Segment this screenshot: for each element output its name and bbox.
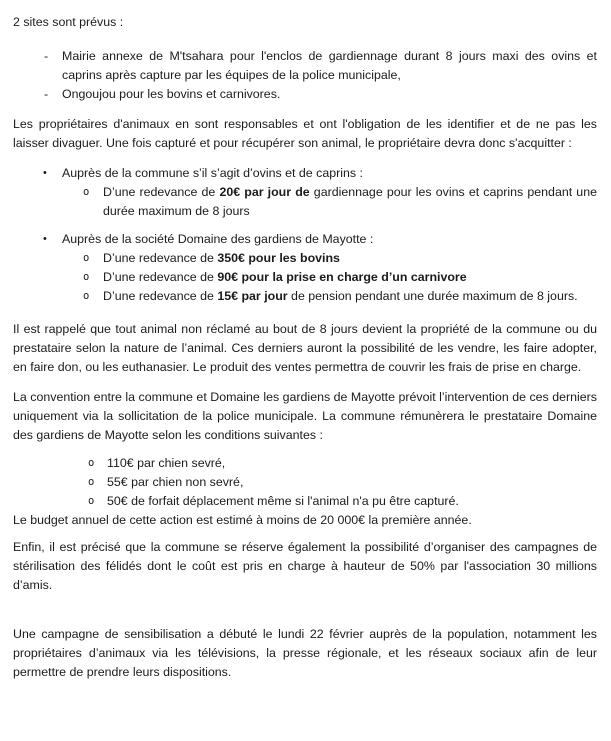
list-item-text: D’une redevance de 15€ par jour de pension pendant une durée maximum de 8 jours. (103, 289, 578, 303)
list-item (13, 473, 597, 492)
societe-fees-group (13, 230, 597, 306)
list-item (13, 249, 597, 268)
list-item-text: Ongoujou pour les bovins et carnivores. (62, 87, 281, 101)
tariff-list (13, 454, 597, 511)
list-item (13, 164, 597, 183)
list-item (13, 268, 597, 287)
list-item (13, 47, 597, 85)
list-item-text: Mairie annexe de M'tsahara pour l'enclos de gardiennage durant 8 jours maxi des ovins et caprins après capture par les équipes de la police municipale, (62, 49, 597, 82)
list-item-text: D’une redevance de 20€ par jour de gardiennage pour les ovins et caprins pendant une durée maximum de 8 jours (103, 185, 597, 218)
circle-bullet-marker: o (88, 495, 95, 507)
list-item (13, 230, 597, 249)
owners-paragraph: Les propriétaires d'animaux en sont responsables et ont l'obligation de les identifier et de ne pas les laisser divaguer. Une fois capturé et pour récupérer son animal, le propriétaire devra donc s'acquitter : (13, 117, 597, 150)
convention-paragraph: La convention entre la commune et Domaine les gardiens de Mayotte prévoit l’intervention de ces derniers uniquement via la sollicitation de la police municipale. La commune rémunèrera le prestataire Domaine des gardiens de Mayotte selon les conditions suivantes : (13, 390, 597, 442)
circle-bullet-marker: o (88, 457, 95, 469)
fees-heading: Auprès de la commune s’il s’agit d’ovins et de caprins : (62, 166, 363, 180)
budget-line: Le budget annuel de cette action est estimé à moins de 20 000€ la première année. (13, 513, 472, 527)
sterilization-paragraph: Enfin, il est précisé que la commune se réserve également la possibilité d’organiser des campagnes de stérilisation des félidés dont le coût est pris en charge à hauteur de 50% par l'association 30 millions d’amis. (13, 540, 597, 592)
list-item-text: 110€ par chien sevré, (107, 456, 226, 470)
campaign-paragraph: Une campagne de sensibilisation a débuté le lundi 22 février auprès de la population, notamment les propriétaires d’animaux via les télévisions, la presse régionale, et les réseaux sociaux afin de leur permettre de prendre leurs dispositions. (13, 627, 597, 679)
list-item-text: D’une redevance de 350€ pour les bovins (103, 251, 340, 265)
list-item (13, 85, 597, 104)
list-item (13, 454, 597, 473)
disc-bullet-marker: • (43, 167, 47, 179)
list-item-text: D’une redevance de 90€ pour la prise en charge d’un carnivore (103, 270, 467, 284)
list-item-text: 55€ par chien non sevré, (107, 475, 244, 489)
sites-list (13, 47, 597, 104)
reclaim-paragraph: Il est rappelé que tout animal non réclamé au bout de 8 jours devient la propriété de la commune ou du prestataire selon la nature de l’animal. Ces derniers auront la possibilité de les vendre, les faire adopter, en faire don, ou les euthanasier. Le produit des ventes permettra de couvrir les frais de prise en charge. (13, 322, 597, 374)
list-item (13, 492, 597, 511)
circle-bullet-marker: o (83, 271, 90, 283)
list-item (13, 287, 597, 306)
dash-bullet-marker: - (44, 49, 49, 63)
intro-line: 2 sites sont prévus : (13, 15, 124, 29)
list-item-text: 50€ de forfait déplacement même si l'animal n'a pu être capturé. (107, 494, 459, 508)
commune-fees-group (13, 164, 597, 221)
circle-bullet-marker: o (83, 252, 90, 264)
circle-bullet-marker: o (83, 186, 90, 198)
circle-bullet-marker: o (83, 290, 90, 302)
dash-bullet-marker: - (44, 87, 49, 101)
disc-bullet-marker: • (43, 233, 47, 245)
circle-bullet-marker: o (88, 476, 95, 488)
list-item (13, 183, 597, 221)
fees-heading: Auprès de la société Domaine des gardiens de Mayotte : (62, 232, 374, 246)
